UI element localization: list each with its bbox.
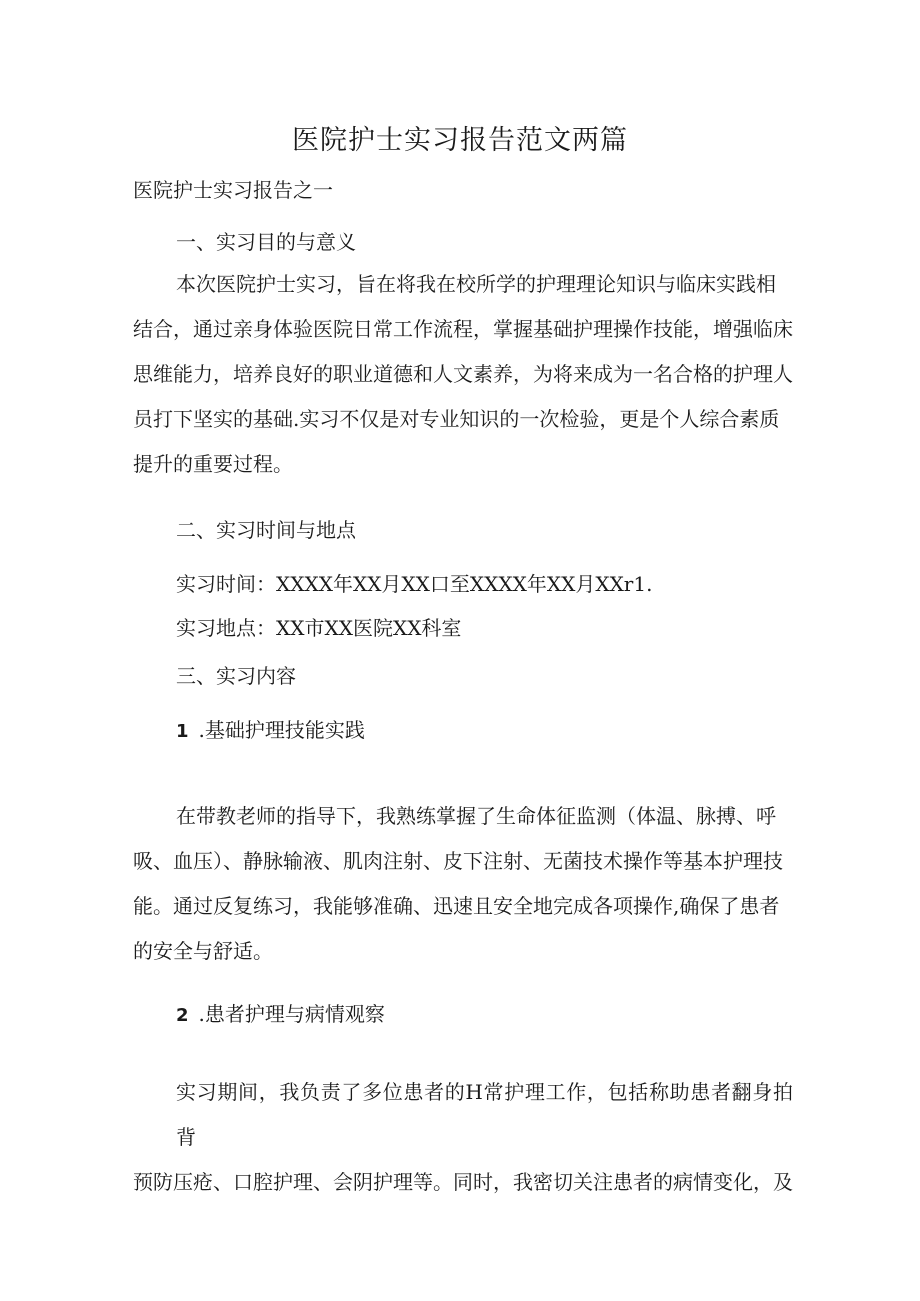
- paragraph-line: 思维能力，培养良好的职业道德和人文素养，为将来成为一名合格的护理人: [133, 362, 793, 386]
- paragraph-line: 本次医院护士实习，旨在将我在校所学的护理理论知识与临床实践相: [176, 272, 776, 296]
- list-item-title: .基础护理技能实践: [198, 718, 365, 742]
- paragraph-line: 吸、血压）、静脉输液、肌肉注射、皮下注射、无菌技术操作等基本护理技: [133, 849, 783, 873]
- internship-time: 实习时间：XXXX年XX月XX口至XXXX年XX月XXr1.: [176, 572, 653, 596]
- paragraph-line: 提升的重要过程。: [133, 452, 293, 476]
- list-item-basic-skills: [176, 714, 365, 743]
- internship-place: 实习地点：XX市XX医院XX科室: [176, 616, 462, 640]
- paragraph-line: 预防压疮、口腔护理、会阴护理等。同时，我密切关注患者的病情变化，及: [133, 1170, 793, 1194]
- paragraph-line: 的安全与舒适。: [133, 939, 273, 963]
- paragraph-line: 能。通过反复练习，我能够准确、迅速且安全地完成各项操作,确保了患者: [133, 894, 780, 918]
- section-heading-content: 三、实习内容: [176, 664, 296, 688]
- section-heading-time-place: 二、实习时间与地点: [176, 518, 356, 542]
- list-number: 1: [176, 721, 189, 742]
- list-item-patient-care: [176, 998, 385, 1027]
- list-item-title: .患者护理与病情观察: [198, 1002, 385, 1026]
- paragraph-line: 实习期间，我负责了多位患者的H常护理工作，包括称助患者翻身拍背: [176, 1080, 793, 1149]
- paragraph-line: 在带教老师的指导下，我熟练掌握了生命体征监测（体温、脉搏、呼: [176, 804, 776, 828]
- paragraph-line: 结合，通过亲身体验医院日常工作流程，掌握基础护理操作技能，增强临床: [133, 317, 793, 341]
- paragraph-line: 员打下坚实的基础.实习不仅是对专业知识的一次检验，更是个人综合素质: [133, 407, 780, 431]
- paragraph-basic-skills: [133, 794, 793, 974]
- section-heading-purpose: 一、实习目的与意义: [176, 230, 356, 254]
- paragraph-patient-care: [133, 1070, 793, 1205]
- paragraph-purpose: [133, 262, 793, 487]
- list-number: 2: [176, 1005, 189, 1026]
- document-subtitle: 医院护士实习报告之一: [133, 178, 333, 202]
- document-title: 医院护士实习报告范文两篇: [292, 125, 628, 156]
